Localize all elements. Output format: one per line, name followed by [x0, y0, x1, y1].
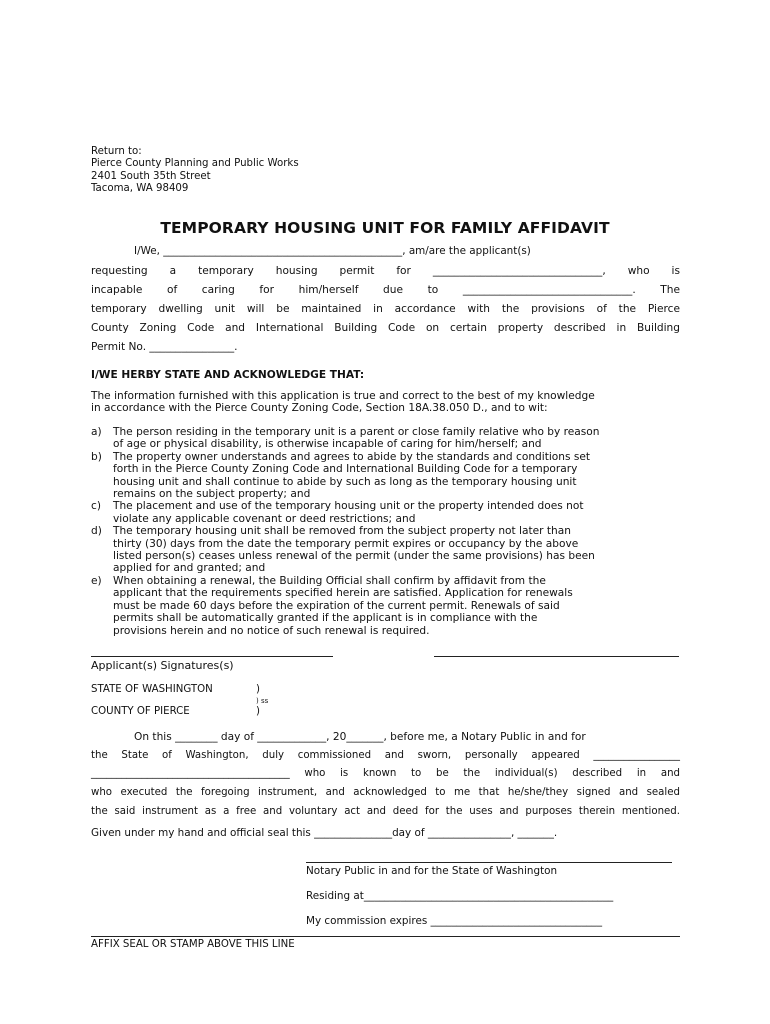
condition-line: The temporary housing unit shall be removed from the subject property not later than: [113, 525, 571, 538]
notary-line-5: the said instrument as a free and voluntary act and deed for the uses and purposes therein mentioned.: [91, 806, 680, 817]
condition-c: [91, 500, 600, 525]
condition-label: a): [91, 426, 102, 438]
condition-b: [91, 451, 600, 501]
condition-line: housing unit and shall continue to abide by such as long as the temporary housing unit: [113, 475, 577, 488]
condition-line: thirty (30) days from the date the temporary permit expires or occupancy by the above: [113, 537, 579, 550]
statement-line-2: in accordance with the Pierce County Zoning Code, Section 18A.38.050 D., and to wit:: [91, 402, 548, 414]
condition-line: permits shall be automatically granted if the applicant is in compliance with the: [113, 612, 538, 625]
second-signature-line: [434, 656, 679, 657]
residing-at-field: Residing at________________________________________________: [306, 890, 614, 902]
venue-county: COUNTY OF PIERCE: [91, 706, 190, 717]
condition-label: e): [91, 574, 102, 587]
intro-line-3: incapable of caring for him/herself due to ________________________________. The: [91, 284, 680, 296]
condition-line: When obtaining a renewal, the Building Official shall confirm by affidavit from the: [113, 574, 546, 587]
condition-label: c): [91, 500, 101, 513]
condition-line: The property owner understands and agrees to abide by the standards and conditions set: [113, 450, 591, 463]
section-heading: I/WE HERBY STATE AND ACKNOWLEDGE THAT:: [91, 369, 365, 381]
notary-public-label: Notary Public in and for the State of Washington: [306, 865, 558, 877]
notary-line-6: Given under my hand and official seal this _______________day of ________________, _______.: [91, 827, 558, 839]
condition-line: remains on the subject property; and: [113, 488, 311, 501]
venue-paren-open: ): [256, 684, 260, 695]
applicant-signature-line: [91, 656, 333, 657]
signatures-label: Applicant(s) Signatures(s): [91, 659, 234, 672]
condition-a: [91, 426, 600, 451]
condition-line: violate any applicable covenant or deed restrictions; and: [113, 512, 416, 525]
condition-line: of age or physical disability, is otherwise incapable of caring for him/herself; and: [113, 438, 542, 451]
venue-state: STATE OF WASHINGTON: [91, 684, 213, 695]
intro-line-4: temporary dwelling unit will be maintained in accordance with the provisions of the Pierce: [91, 303, 680, 315]
notary-line-1: On this ________ day of _____________, 20_______, before me, a Notary Public in and for: [134, 731, 586, 743]
notary-line-2: the State of Washington, duly commissioned and sworn, personally appeared _________________: [91, 750, 680, 761]
return-address: [91, 146, 299, 196]
condition-line: must be made 60 days before the expiration of the current permit. Renewals of said: [113, 599, 560, 612]
intro-line-2: requesting a temporary housing permit for ________________________________, who is: [91, 265, 680, 277]
condition-line: The placement and use of the temporary housing unit or the property intended does not: [113, 500, 584, 513]
venue-paren-close: ): [256, 706, 260, 717]
notary-signature-line: [306, 862, 672, 863]
condition-line: provisions herein and no notice of such renewal is required.: [113, 624, 430, 637]
document-title: TEMPORARY HOUSING UNIT FOR FAMILY AFFIDAVIT: [160, 219, 610, 237]
condition-label: b): [91, 450, 102, 463]
condition-line: applied for and granted; and: [113, 562, 266, 575]
return-city: Tacoma, WA 98409: [91, 183, 189, 195]
return-to-label: Return to:: [91, 146, 142, 157]
intro-line-6: Permit No. ________________.: [91, 341, 238, 353]
affix-seal-label: AFFIX SEAL OR STAMP ABOVE THIS LINE: [91, 939, 295, 950]
conditions-list: [91, 426, 600, 637]
condition-line: applicant that the requirements specified herein are satisfied. Application for renewals: [113, 587, 573, 600]
condition-line: The person residing in the temporary unit is a parent or close family relative who by reason: [113, 426, 600, 438]
venue-ss: ) ss: [256, 697, 269, 705]
notary-line-3: _______________________________________ who is known to be the individual(s) described in and: [91, 768, 680, 779]
commission-expires-field: My commission expires _________________________________: [306, 915, 603, 927]
seal-line: [91, 936, 680, 937]
notary-line-4: who executed the foregoing instrument, and acknowledged to me that he/she/they signed and sealed: [91, 787, 680, 798]
return-street: 2401 South 35th Street: [91, 170, 211, 182]
condition-line: forth in the Pierce County Zoning Code and International Building Code for a temporary: [113, 463, 578, 476]
return-org: Pierce County Planning and Public Works: [91, 158, 299, 170]
condition-d: [91, 525, 600, 575]
statement-line-1: The information furnished with this application is true and correct to the best of my knowledge: [91, 390, 595, 402]
intro-line-1: I/We, ______________________________________________, am/are the applicant(s): [134, 245, 531, 257]
condition-line: listed person(s) ceases unless renewal of the permit (under the same provisions) has been: [113, 550, 595, 563]
intro-line-5: County Zoning Code and International Building Code on certain property described in Building: [91, 322, 680, 334]
condition-e: [91, 575, 600, 637]
condition-label: d): [91, 525, 102, 538]
